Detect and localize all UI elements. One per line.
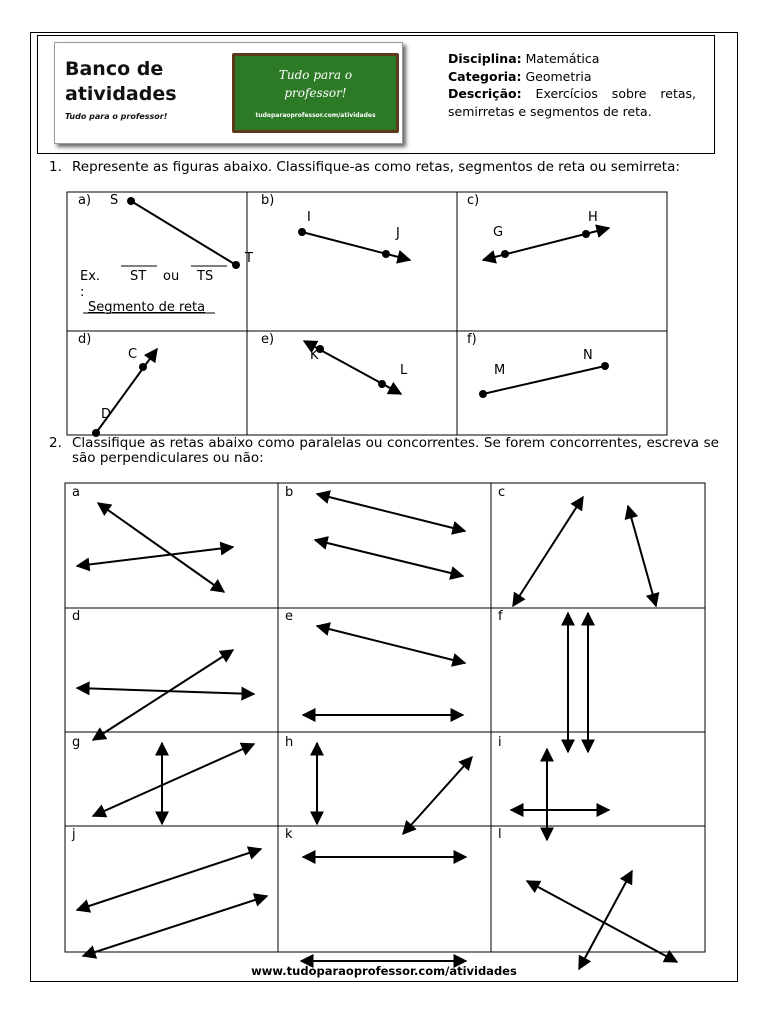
category-label: Categoria: <box>448 68 522 84</box>
point-label-n: N <box>583 348 593 363</box>
line-h2 <box>403 757 472 834</box>
point-label-j: J <box>396 226 400 241</box>
example-prefix: Ex. <box>80 269 101 284</box>
discipline-value: Matemática <box>525 51 600 66</box>
q2-cell-label-c: c <box>498 485 506 500</box>
q1-cell-label-d: d) <box>78 332 92 347</box>
line-a1 <box>98 503 224 592</box>
point-label-h: H <box>588 210 598 225</box>
q1-cell-label-c: c) <box>467 193 480 208</box>
point-label-d: D <box>101 407 112 422</box>
point-label-t: T <box>245 251 253 266</box>
point-label-s: S <box>110 193 119 208</box>
q2-cell-label-g: g <box>72 735 81 750</box>
example-answer: Segmento de reta <box>88 300 206 315</box>
point-label-i: I <box>307 210 311 225</box>
line-b2 <box>315 540 463 576</box>
description-label: Descrição: <box>448 86 522 101</box>
q2-cell-label-a: a <box>72 485 80 500</box>
category-value: Geometria <box>525 68 592 84</box>
line-j1 <box>77 849 261 910</box>
q2-cell-label-i: i <box>498 735 502 750</box>
line-e1 <box>317 626 465 663</box>
q2-cell-label-l: l <box>498 827 502 842</box>
chalkboard-line1: Tudo para o <box>278 68 353 82</box>
q2-cell-label-j: j <box>72 827 76 842</box>
point-label-g: G <box>493 225 504 240</box>
point-label-c: C <box>128 347 138 362</box>
example-colon: : <box>80 285 85 300</box>
q2-cell-label-b: b <box>285 485 294 500</box>
q1-cell-label-f: f) <box>467 332 477 347</box>
example-notation-st: ST <box>130 269 147 284</box>
line-a2 <box>77 547 233 566</box>
figure-d-ray <box>92 349 157 437</box>
q2-cell-label-k: k <box>285 827 293 842</box>
point-label-k: K <box>310 348 319 363</box>
figure-a-segment <box>127 197 240 269</box>
q1-cell-label-a: a) <box>78 193 92 208</box>
q2-cell-label-h: h <box>285 735 294 750</box>
question1-number: 1. <box>49 159 62 175</box>
q1-cell-label-b: b) <box>261 193 275 208</box>
logo-title-line2: atividades <box>65 83 177 105</box>
chalkboard-line2: professor! <box>284 86 347 100</box>
example-or: ou <box>163 269 180 284</box>
line-l2 <box>579 871 632 969</box>
q2-cell-label-e: e <box>285 609 293 624</box>
point-label-l: L <box>400 363 408 378</box>
line-c2 <box>628 506 656 606</box>
q2-cell-label-f: f <box>498 609 503 624</box>
example-notation-ts: TS <box>197 269 214 284</box>
description-value: Exercícios sobre retas, semirretas e segmentos de reta. <box>448 86 696 119</box>
line-c1 <box>513 497 583 606</box>
q2-cell-label-d: d <box>72 609 81 624</box>
point-label-m: M <box>494 363 506 378</box>
figure-b-ray <box>298 228 410 260</box>
question1-text: Represente as figuras abaixo. Classifique-as como retas, segmentos de reta ou semirreta: <box>72 159 680 175</box>
line-g2 <box>93 744 254 816</box>
question2-text: Classifique as retas abaixo como paralelas ou concorrentes. Se forem concorrentes, escreva se são perpendiculares ou não: <box>72 435 719 466</box>
logo-tagline: Tudo para o professor! <box>65 112 168 121</box>
line-l1 <box>527 881 677 962</box>
footer-url[interactable]: www.tudoparaoprofessor.com/atividades <box>251 964 517 978</box>
q1-cell-label-e: e) <box>261 332 275 347</box>
chalkboard-url: tudoparaoprofessor.com/atividades <box>255 112 376 119</box>
line-b1 <box>317 494 465 531</box>
figure-e-line <box>304 341 401 394</box>
question2-number: 2. <box>49 435 62 451</box>
line-d2 <box>93 650 233 740</box>
line-j2 <box>83 896 267 956</box>
discipline-label: Disciplina: <box>448 51 522 66</box>
logo-title-line1: Banco de <box>65 58 164 80</box>
